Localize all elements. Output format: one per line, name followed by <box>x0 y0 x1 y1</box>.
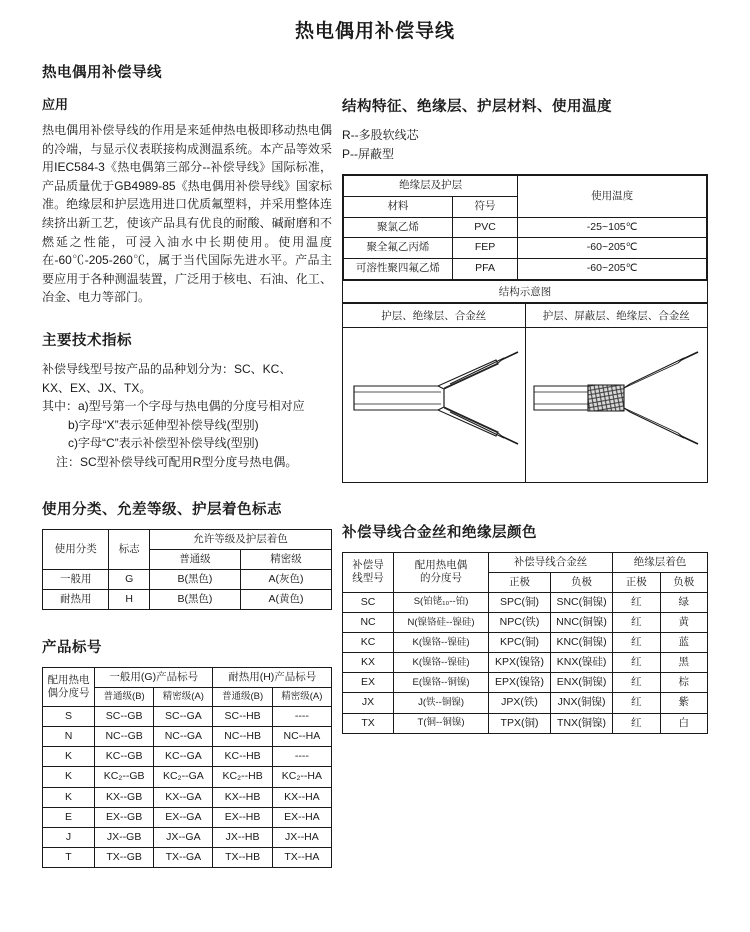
cell-alloy-neg: TNX(铜镍) <box>551 713 613 733</box>
th-normal-b: 普通级(B) <box>95 688 154 707</box>
table-row <box>344 238 707 259</box>
cell-ga: KC₂--GA <box>154 767 213 787</box>
table-row <box>343 552 708 572</box>
cell-mark: H <box>109 589 149 609</box>
alloy-color-table <box>342 552 708 734</box>
section-heading-structure: 结构特征、绝缘层、护层材料、使用温度 <box>342 99 612 115</box>
two-column-layout <box>0 51 750 868</box>
cell-alloy-neg: NNC(铜镍) <box>551 612 613 632</box>
th-thermocouple-pair <box>394 552 489 592</box>
cell-use: 一般用 <box>43 569 109 589</box>
cell-ga: KX--GA <box>154 787 213 807</box>
th-alloy-wire: 补偿导线合金丝 <box>488 552 612 572</box>
cell-hb: KC--HB <box>213 747 272 767</box>
legend-line: R--多股软线芯 <box>342 128 419 142</box>
cell-color-pos: 红 <box>613 612 660 632</box>
cell-model: EX <box>343 673 394 693</box>
page-title: 热电偶用补偿导线 <box>294 21 455 42</box>
table-row <box>43 707 332 727</box>
table-row <box>43 767 332 787</box>
cell-code: K <box>43 747 95 767</box>
cell-pair: N(镍铬硅--镍硅) <box>394 612 489 632</box>
cell-symbol: PFA <box>452 258 517 279</box>
cell-ga: JX--GA <box>154 827 213 847</box>
cell-color-neg: 绿 <box>660 592 707 612</box>
cell-alloy-neg: KNX(镍硅) <box>551 653 613 673</box>
cell-pair: T(铜--铜镍) <box>394 713 489 733</box>
structure-diagrams <box>343 303 707 482</box>
cell-gb: SC--GB <box>95 707 154 727</box>
cell-code: N <box>43 727 95 747</box>
cell-alloy-pos: NPC(铁) <box>488 612 550 632</box>
table-row <box>343 713 708 733</box>
table-row <box>344 258 707 279</box>
cell-pair: J(铁--铜镍) <box>394 693 489 713</box>
classification-table <box>42 529 332 611</box>
tech-line: 补偿导线型号按产品的品种划分为：SC、KC、 <box>42 361 292 376</box>
tech-line: b)字母“X”表示延伸型补偿导线(型别) <box>68 417 259 432</box>
table-row <box>43 589 332 609</box>
tech-line: 注：SC型补偿导线可配用R型分度号热电偶。 <box>56 454 298 469</box>
cell-temp: -60~205℃ <box>518 238 707 259</box>
th-color-positive: 正极 <box>613 572 660 592</box>
section-heading-compensating-wire: 热电偶用补偿导线 <box>42 65 162 81</box>
cell-ha: TX--HA <box>272 847 331 867</box>
th-line-1: 补偿导 <box>352 559 384 572</box>
cell-code: T <box>43 847 95 867</box>
cable-diagram-unshielded-icon <box>346 328 522 468</box>
th-heat-use: 耐热用(H)产品标号 <box>213 668 332 688</box>
cell-color-pos: 红 <box>613 653 660 673</box>
cell-model: JX <box>343 693 394 713</box>
diagram-unshielded <box>343 304 525 482</box>
structure-legend <box>342 126 708 164</box>
cell-alloy-pos: EPX(镍铬) <box>488 673 550 693</box>
cell-ga: SC--GA <box>154 707 213 727</box>
technical-spec-lines <box>42 360 332 472</box>
cell-color-neg: 棕 <box>660 673 707 693</box>
cell-code: K <box>43 787 95 807</box>
cell-ha: ---- <box>272 747 331 767</box>
cell-hb: SC--HB <box>213 707 272 727</box>
cable-diagram-shielded-icon <box>528 328 704 468</box>
right-column <box>342 51 708 868</box>
table-row <box>43 529 332 549</box>
cell-normal: B(黑色) <box>149 589 240 609</box>
cell-hb: KX--HB <box>213 787 272 807</box>
th-normal-grade: 普通级 <box>149 549 240 569</box>
cell-use: 耐热用 <box>43 589 109 609</box>
cell-ga: TX--GA <box>154 847 213 867</box>
cell-alloy-pos: KPC(铜) <box>488 633 550 653</box>
table-row <box>43 807 332 827</box>
cell-alloy-pos: JPX(铁) <box>488 693 550 713</box>
th-general-use: 一般用(G)产品标号 <box>95 668 213 688</box>
th-material: 材料 <box>344 197 453 218</box>
section-heading-alloy-colors: 补偿导线合金丝和绝缘层颜色 <box>342 524 537 541</box>
cell-alloy-pos: TPX(铜) <box>488 713 550 733</box>
diagram-caption: 护层、绝缘层、合金丝 <box>343 304 525 328</box>
table-row <box>344 217 707 238</box>
th-mark: 标志 <box>109 529 149 569</box>
cell-code: E <box>43 807 95 827</box>
cell-code: K <box>43 767 95 787</box>
th-line-1: 配用热电偶 <box>414 559 468 572</box>
cell-precise: A(黄色) <box>240 589 331 609</box>
cell-pair: K(镍铬--镍硅) <box>394 633 489 653</box>
th-wire-model <box>343 552 394 592</box>
cell-gb: NC--GB <box>95 727 154 747</box>
cell-model: KX <box>343 653 394 673</box>
th-precise-a: 精密级(A) <box>272 688 331 707</box>
table-row <box>43 747 332 767</box>
cell-mark: G <box>109 569 149 589</box>
cell-hb: NC--HB <box>213 727 272 747</box>
table-row <box>43 847 332 867</box>
cell-alloy-neg: ENX(铜镍) <box>551 673 613 693</box>
table-row <box>43 787 332 807</box>
cell-alloy-pos: KPX(镍铬) <box>488 653 550 673</box>
table-row <box>343 693 708 713</box>
table-row <box>344 176 707 197</box>
cell-pair: S(铂铑₁₀--铂) <box>394 592 489 612</box>
cell-gb: JX--GB <box>95 827 154 847</box>
table-row <box>343 673 708 693</box>
cell-model: SC <box>343 592 394 612</box>
table-row <box>43 727 332 747</box>
tech-line: 其中：a)型号第一个字母与热电偶的分度号相对应 <box>42 399 305 414</box>
table-row <box>43 569 332 589</box>
table-row <box>43 827 332 847</box>
cell-ga: EX--GA <box>154 807 213 827</box>
cell-color-neg: 蓝 <box>660 633 707 653</box>
cell-gb: EX--GB <box>95 807 154 827</box>
cell-code: J <box>43 827 95 847</box>
cell-hb: TX--HB <box>213 847 272 867</box>
table-row <box>343 612 708 632</box>
cell-model: KC <box>343 633 394 653</box>
insulation-table <box>343 175 707 279</box>
cell-color-pos: 红 <box>613 592 660 612</box>
cell-model: TX <box>343 713 394 733</box>
cell-gb: KX--GB <box>95 787 154 807</box>
cell-precise: A(灰色) <box>240 569 331 589</box>
section-heading-technical-specs: 主要技术指标 <box>42 332 132 349</box>
section-heading-classification: 使用分类、允差等级、护层着色标志 <box>42 501 282 518</box>
cell-temp: -25~105℃ <box>518 217 707 238</box>
th-precise-grade: 精密级 <box>240 549 331 569</box>
cell-normal: B(黑色) <box>149 569 240 589</box>
cell-gb: KC₂--GB <box>95 767 154 787</box>
cell-pair: K(镍铬--镍硅) <box>394 653 489 673</box>
th-precise-a: 精密级(A) <box>154 688 213 707</box>
th-symbol: 符号 <box>452 197 517 218</box>
cell-material: 聚氯乙烯 <box>344 217 453 238</box>
cell-ga: KC--GA <box>154 747 213 767</box>
cell-color-pos: 红 <box>613 633 660 653</box>
th-insulation-sheath: 绝缘层及护层 <box>344 176 518 197</box>
diagram-section-title: 结构示意图 <box>343 280 707 303</box>
th-line-1: 配用热电 <box>47 673 90 686</box>
table-row <box>343 633 708 653</box>
diagram-shielded <box>525 304 708 482</box>
cell-temp: -60~205℃ <box>518 258 707 279</box>
cell-color-neg: 黑 <box>660 653 707 673</box>
cell-ha: KC₂--HA <box>272 767 331 787</box>
th-thermocouple-code <box>43 668 95 707</box>
cell-color-neg: 黄 <box>660 612 707 632</box>
th-normal-b: 普通级(B) <box>213 688 272 707</box>
cell-alloy-neg: KNC(铜镍) <box>551 633 613 653</box>
cell-color-pos: 红 <box>613 713 660 733</box>
cell-alloy-neg: JNX(铜镍) <box>551 693 613 713</box>
th-insulation-color: 绝缘层着色 <box>613 552 708 572</box>
cell-hb: KC₂--HB <box>213 767 272 787</box>
table-row <box>343 592 708 612</box>
section-heading-product-code: 产品标号 <box>42 640 102 656</box>
cell-symbol: FEP <box>452 238 517 259</box>
cell-ha: EX--HA <box>272 807 331 827</box>
cell-model: NC <box>343 612 394 632</box>
cell-symbol: PVC <box>452 217 517 238</box>
cell-material: 可溶性聚四氟乙烯 <box>344 258 453 279</box>
th-use-class: 使用分类 <box>43 529 109 569</box>
cell-hb: EX--HB <box>213 807 272 827</box>
cell-alloy-pos: SPC(铜) <box>488 592 550 612</box>
cell-ha: JX--HA <box>272 827 331 847</box>
table-row <box>43 668 332 688</box>
th-line-2: 偶分度号 <box>47 687 90 699</box>
left-column <box>42 51 342 868</box>
th-service-temp: 使用温度 <box>518 176 707 217</box>
cell-color-pos: 红 <box>613 673 660 693</box>
th-grade-color: 允许等级及护层着色 <box>149 529 331 549</box>
th-line-2: 线型号 <box>352 572 384 585</box>
th-alloy-positive: 正极 <box>488 572 550 592</box>
table-row <box>343 653 708 673</box>
cell-ga: NC--GA <box>154 727 213 747</box>
cell-color-pos: 红 <box>613 693 660 713</box>
cell-material: 聚全氟乙丙烯 <box>344 238 453 259</box>
cell-color-neg: 白 <box>660 713 707 733</box>
tech-line: c)字母“C”表示补偿型补偿导线(型别) <box>68 436 259 451</box>
cell-hb: JX--HB <box>213 827 272 847</box>
structure-table-block <box>342 174 708 482</box>
cell-ha: ---- <box>272 707 331 727</box>
cell-code: S <box>43 707 95 727</box>
th-line-2: 的分度号 <box>420 572 463 585</box>
cell-gb: KC--GB <box>95 747 154 767</box>
diagram-caption: 护层、屏蔽层、绝缘层、合金丝 <box>526 304 708 328</box>
cell-color-neg: 紫 <box>660 693 707 713</box>
cell-ha: NC--HA <box>272 727 331 747</box>
cell-gb: TX--GB <box>95 847 154 867</box>
product-code-table <box>42 667 332 868</box>
tech-line: KX、EX、JX、TX。 <box>42 380 152 395</box>
th-color-negative: 负极 <box>660 572 707 592</box>
cell-ha: KX--HA <box>272 787 331 807</box>
legend-line: P--屏蔽型 <box>342 147 394 162</box>
application-paragraph: 热电偶用补偿导线的作用是来延伸热电极即移动热电偶的冷端，与显示仪表联接构成测温系统。本产品等效采用IEC584-3《热电偶第三部分--补偿导线》国际标准，产品质量优于GB4989-85《热电偶用补偿导线》国家标准。绝缘层和护层选用进口优质氟塑料，并采用整体连续挤出新工艺，使该产品具有优良的耐酸、碱耐磨和不燃延之性能，可浸入油水中长期使用。使用温度在-60℃-205-260℃，属于当代国际先进水平。产品主要应用于各种测温装置，广泛用于核电、石油、化工、冶金、电力等部门。 <box>42 123 332 305</box>
cell-pair: E(镍铬--铜镍) <box>394 673 489 693</box>
cell-alloy-neg: SNC(铜镍) <box>551 592 613 612</box>
th-alloy-negative: 负极 <box>551 572 613 592</box>
subheading-application: 应用 <box>42 97 69 112</box>
